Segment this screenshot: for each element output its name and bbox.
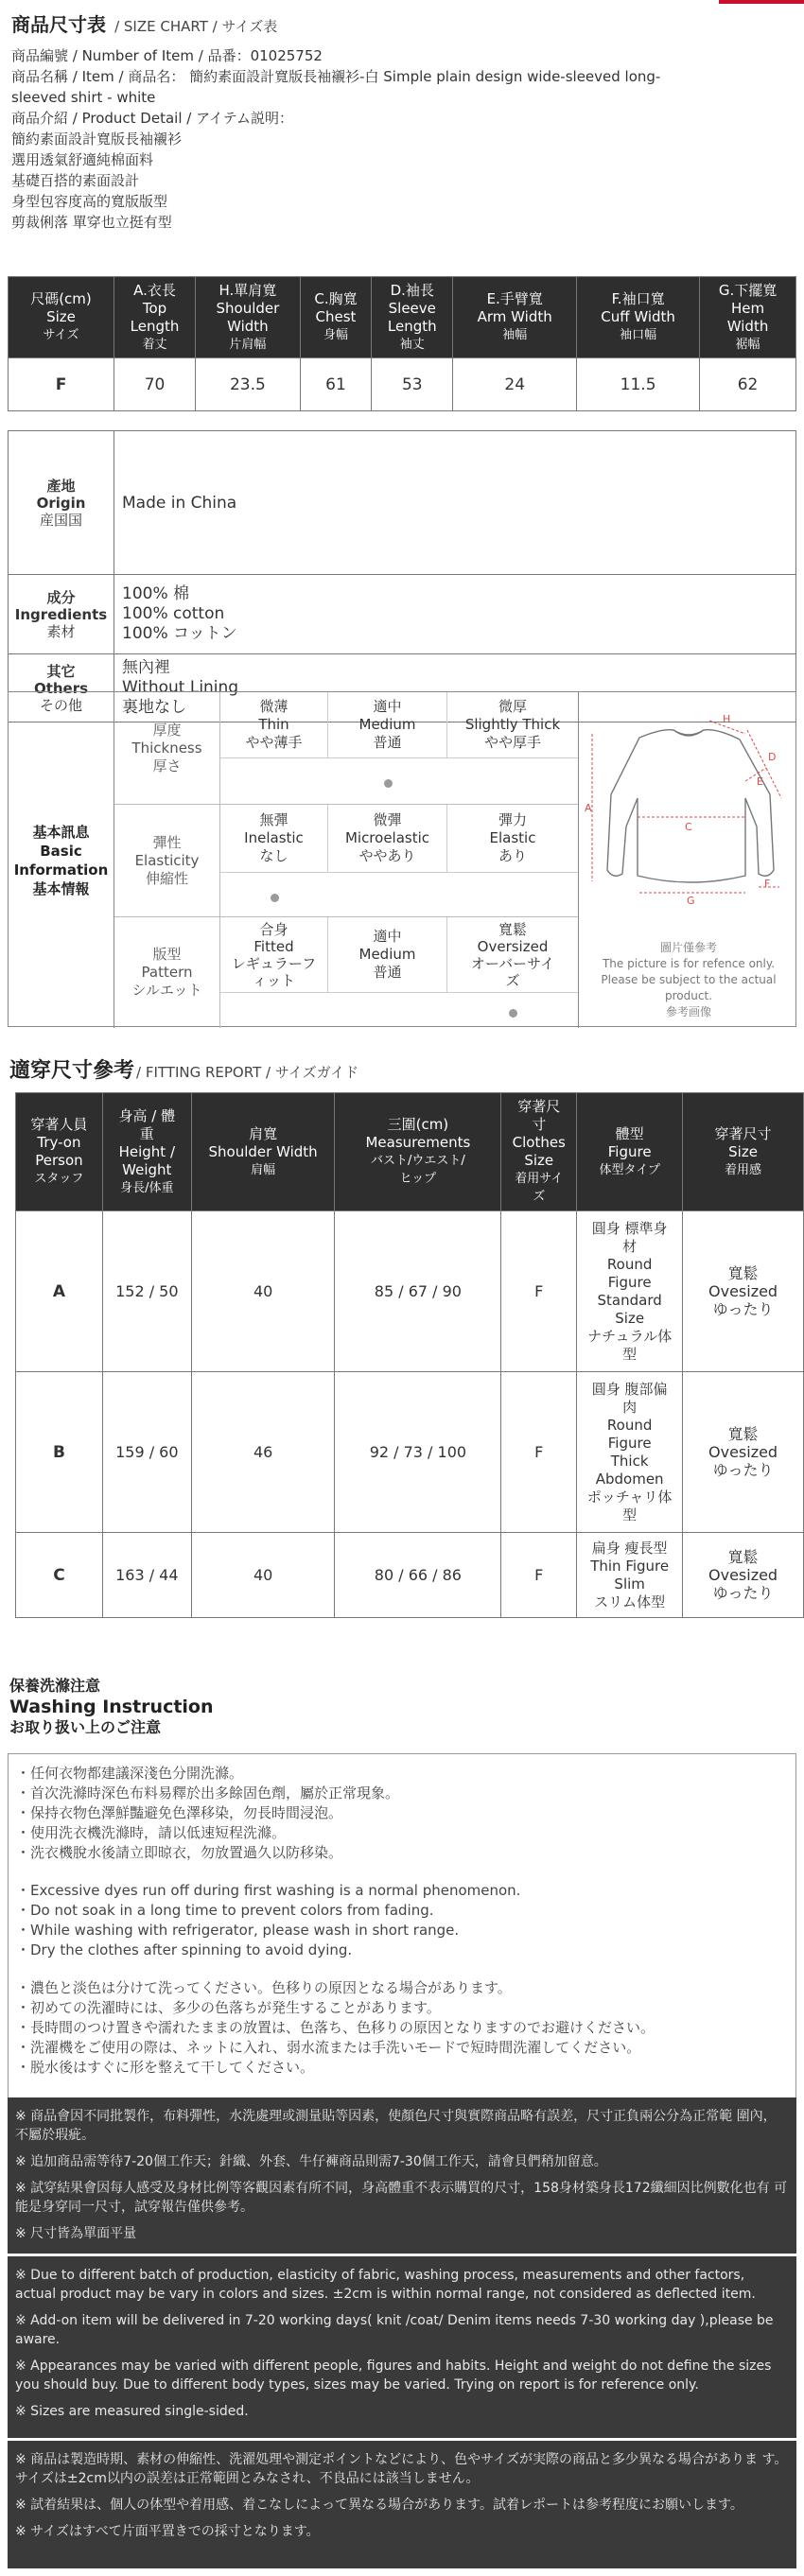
size-cell: F xyxy=(9,358,114,411)
washing-line: ・While washing with refrigerator, please wash in short range. xyxy=(16,1922,460,1939)
info-line: 商品編號 / Number of Item / 品番：01025752 xyxy=(11,47,323,64)
size-table-header xyxy=(9,277,796,358)
ingredients-row xyxy=(9,575,796,654)
figure-value: 圓身 腹部偏 肉 Round Figure Thick Abdomen ポッチャリ体 型 xyxy=(577,1372,683,1533)
info-line: sleeved shirt - white xyxy=(11,89,156,106)
header-person: 穿著人員 Try-on Person スタッフ xyxy=(16,1093,103,1211)
washing-line: ・洗衣機脫水後請立即晾衣，勿放置過久以防移染。 xyxy=(16,1844,343,1861)
label-c: C xyxy=(685,821,692,833)
garment-diagram xyxy=(578,692,797,1028)
info-line: 商品介紹 / Product Detail / アイテム説明： xyxy=(11,110,293,127)
basic-info-grid xyxy=(114,692,578,1028)
washing-title: 保養洗滌注意 Washing Instruction お取り扱い上のご注意 xyxy=(9,1677,214,1736)
elasticity-label: 彈性 Elasticity 伸縮性 xyxy=(114,805,220,916)
pattern-oversized: 寬鬆 Oversized オーバーサイ ズ xyxy=(447,917,578,993)
info-line: 簡約素面設計寬版長袖襯衫 xyxy=(11,131,183,148)
note-line: ※ 試着結果は、個人の体型や着用感、着こなしによって異なる場合があります。試着レポートは参考程度にお願いします。 xyxy=(15,2498,743,2513)
size-cell: 23.5 xyxy=(196,358,301,411)
washing-line: ・洗濯機をご使用の際は、ネットに入れ、弱水流または手洗いモードで短時間洗濯してください。 xyxy=(16,2039,641,2056)
clothes-size-value: F xyxy=(501,1533,577,1618)
table-row xyxy=(9,358,796,411)
note-line: ※ Sizes are measured single-sided. xyxy=(15,2404,249,2419)
origin-row xyxy=(9,431,796,575)
elasticity-inelastic: 無彈 Inelastic なし xyxy=(220,805,328,873)
header-top-length: A.衣長 Top Length 着丈 xyxy=(114,277,196,358)
note-line: ※ 尺寸皆為單面平量 xyxy=(15,2226,137,2241)
label-a: A xyxy=(585,802,592,814)
size-cell: 62 xyxy=(700,358,796,411)
header-height-weight: 身高 / 體 重 Height / Weight 身長/体重 xyxy=(102,1093,191,1211)
washing-line: ・Excessive dyes run off during first washing is a normal phenomenon. xyxy=(16,1882,521,1899)
fitting-table-header xyxy=(16,1093,804,1211)
info-line: 基礎百搭的素面設計 xyxy=(11,172,140,189)
height-weight: 152 / 50 xyxy=(102,1211,191,1372)
person-name: A xyxy=(16,1211,103,1372)
notes-zh xyxy=(8,2097,796,2254)
info-line: 剪裁俐落 單穿也立挺有型 xyxy=(11,214,172,231)
others-label: 其它 Others その他 xyxy=(9,654,114,722)
person-name: C xyxy=(16,1533,103,1618)
thickness-medium: 適中 Medium 普通 xyxy=(328,692,447,758)
figure-value: 圓身 標準身 材 Round Figure Standard Size ナチュラル体 型 xyxy=(577,1211,683,1372)
note-line: ※ Add-on item will be delivered in 7-20 working days( knit /coat/ Denim items needs 7-30 working day ),please be aware. xyxy=(15,2313,774,2347)
size-cell: 70 xyxy=(114,358,196,411)
washing-line: ・脱水後はすぐに形を整えて干してください。 xyxy=(16,2059,315,2076)
header-arm-width: E.手臂寬 Arm Width 袖幅 xyxy=(453,277,577,358)
thickness-label: 厚度 Thickness 厚さ xyxy=(114,692,220,804)
height-weight: 163 / 44 xyxy=(102,1533,191,1618)
header-cuff-width: F.袖口寬 Cuff Width 袖口幅 xyxy=(577,277,700,358)
info-line: 選用透氣舒適純棉面料 xyxy=(11,151,154,168)
product-info-section xyxy=(0,0,804,255)
elasticity-elastic: 彈力 Elastic あり xyxy=(447,805,578,873)
clothes-size-value: F xyxy=(501,1372,577,1533)
washing-box xyxy=(8,1753,796,2139)
header-shoulder: 肩寬 Shoulder Width 肩幅 xyxy=(191,1093,335,1211)
basic-info-section xyxy=(0,691,804,1027)
header-hem-width: G.下擺寬 Hem Width 裾幅 xyxy=(700,277,796,358)
header-figure: 體型 Figure 体型タイプ xyxy=(577,1093,683,1211)
ingredients-label: 成分 Ingredients 素材 xyxy=(9,575,114,654)
header-fit-feel: 穿著尺寸 Size 着用感 xyxy=(683,1093,804,1211)
origin-value: Made in China xyxy=(114,431,796,575)
thickness-selected-dot xyxy=(384,779,393,788)
note-line: ※ サイズはすべて片面平置きでの採寸となります。 xyxy=(15,2524,320,2539)
table-row xyxy=(16,1211,804,1372)
diagram-note: 圖片僅參考 The picture is for refence only. Please be subject to the actual product. 參考画像 xyxy=(601,941,777,1018)
measurements-value: 80 / 66 / 86 xyxy=(335,1533,501,1618)
size-cell: 11.5 xyxy=(577,358,700,411)
table-row xyxy=(16,1533,804,1618)
header-clothes-size: 穿著尺 寸 Clothes Size 着用サイ ズ xyxy=(501,1093,577,1211)
note-line: ※ Appearances may be varied with different people, figures and habits. Height and weight do not define the sizes you should buy. Due to different body types, sizes may be varied. Trying on report is for reference only. xyxy=(15,2358,772,2393)
washing-line: ・Dry the clothes after spinning to avoid dying. xyxy=(16,1941,353,1958)
origin-table xyxy=(8,430,796,722)
label-d: D xyxy=(768,751,777,763)
note-line: ※ 商品會因不同批製作，布料彈性，水洗處理或測量貼等因素，使顏色尺寸與實際商品略有誤差，尺寸正負兩公分為正常範 圍內，不屬於瑕疵。 xyxy=(15,2109,777,2143)
shoulder-value: 46 xyxy=(191,1372,335,1533)
notes-en xyxy=(8,2256,796,2438)
washing-line: ・Do not soak in a long time to prevent colors from fading. xyxy=(16,1902,434,1919)
ingredients-value: 100% 棉 100% cotton 100% コットン xyxy=(114,575,796,654)
info-line: 商品名稱 / Item / 商品名： 簡約素面設計寬版長袖襯衫-白 Simple plain design wide-sleeved long- xyxy=(11,68,661,85)
thickness-row xyxy=(114,692,578,805)
clothes-size-value: F xyxy=(501,1211,577,1372)
note-line: ※ Due to different batch of production, elasticity of fabric, washing process, measurements and other factors, actual product may be vary in colors and sizes. ±2cm is within normal range, not considered as deflected item. xyxy=(15,2268,756,2302)
size-cell: 53 xyxy=(372,358,453,411)
person-name: B xyxy=(16,1372,103,1533)
washing-line: ・使用洗衣機洗滌時，請以低速短程洗滌。 xyxy=(16,1824,287,1841)
header-shoulder-width: H.單肩寬 Shoulder Width 片肩幅 xyxy=(196,277,301,358)
elasticity-micro: 微彈 Microelastic ややあり xyxy=(328,805,447,873)
pattern-fitted: 合身 Fitted レギュラーフ ィット xyxy=(220,917,328,993)
header-sleeve-length: D.袖長 Sleeve Length 袖丈 xyxy=(372,277,453,358)
size-table xyxy=(8,276,796,411)
pattern-row xyxy=(114,917,578,1028)
shoulder-value: 40 xyxy=(191,1211,335,1372)
label-h: H xyxy=(723,713,731,725)
note-line: ※ 追加商品需等待7-20個工作天；針織、外套、牛仔褲商品則需7-30個工作天，請會貝們稍加留意。 xyxy=(15,2154,607,2169)
size-cell: 24 xyxy=(453,358,577,411)
washing-line: ・任何衣物都建議深淺色分開洗滌。 xyxy=(16,1765,244,1782)
label-f: F xyxy=(764,878,771,890)
basic-info-label: 基本訊息 Basic Information 基本情報 xyxy=(9,692,114,1028)
height-weight: 159 / 60 xyxy=(102,1372,191,1533)
fit-feel-value: 寬鬆 Ovesized ゆったり xyxy=(683,1372,804,1533)
washing-line: ・首次洗滌時深色布料易釋於出多餘固色劑，屬於正常現象。 xyxy=(16,1784,400,1801)
pattern-label: 版型 Pattern シルエット xyxy=(114,917,220,1028)
header-chest: C.胸寬 Chest 身幅 xyxy=(300,277,371,358)
fitting-table xyxy=(15,1092,804,1618)
size-chart-title: 商品尺寸表 xyxy=(11,13,106,36)
measurements-value: 92 / 73 / 100 xyxy=(335,1372,501,1533)
note-line: ※ 試穿結果會因每人感受及身材比例等客觀因素有所不同，身高體重不表示購買的尺寸，158身材築身長172纖細因比例數化也有 可能是身穿同一尺寸，試穿報告僅供參考。 xyxy=(15,2181,788,2215)
size-table-section xyxy=(0,276,804,722)
label-g: G xyxy=(687,895,695,907)
note-line: ※ 商品は製造時期、素材の伸縮性、洗濯処理や測定ポイントなどにより、色やサイズが実際の商品と多少異なる場合がありま す。サイズは±2cm以内の誤差は正常範囲とみなされ、不良品には該当しません。 xyxy=(15,2452,788,2486)
elasticity-selected-dot xyxy=(271,894,279,902)
basic-info-box xyxy=(8,691,796,1027)
size-cell: 61 xyxy=(300,358,371,411)
table-row xyxy=(16,1372,804,1533)
thickness-thin: 微薄 Thin やや薄手 xyxy=(220,692,328,758)
label-e: E xyxy=(757,775,763,788)
figure-value: 扁身 瘦長型 Thin Figure Slim スリム体型 xyxy=(577,1533,683,1618)
pattern-medium: 適中 Medium 普通 xyxy=(328,917,447,993)
notes-ja xyxy=(8,2441,796,2568)
pattern-selected-dot xyxy=(509,1009,517,1018)
others-value: 無內裡 Without Lining 裏地なし xyxy=(114,654,796,722)
thickness-thick: 微厚 Slightly Thick やや厚手 xyxy=(447,692,578,758)
info-line: 身型包容度高的寬版版型 xyxy=(11,193,168,210)
header-measurements: 三圍(cm) Measurements バスト/ウエスト/ ヒップ xyxy=(335,1093,501,1211)
washing-line: ・長時間のつけ置きや濡れたままの放置は、色落ち、色移りの原因となりますのでお避けください。 xyxy=(16,2019,655,2036)
washing-line: ・保持衣物色澤鮮豔避免色澤移染，勿長時間浸泡。 xyxy=(16,1804,343,1821)
fit-feel-value: 寬鬆 Ovesized ゆったり xyxy=(683,1211,804,1372)
corner-mark xyxy=(719,0,804,4)
shoulder-value: 40 xyxy=(191,1533,335,1618)
elasticity-row xyxy=(114,805,578,917)
fitting-title: 適穿尺寸參考 / FITTING REPORT / サイズガイド xyxy=(9,1059,359,1083)
fit-feel-value: 寬鬆 Ovesized ゆったり xyxy=(683,1533,804,1618)
origin-label: 產地 Origin 産国国 xyxy=(9,431,114,575)
measurements-value: 85 / 67 / 90 xyxy=(335,1211,501,1372)
size-chart-subtitle: / SIZE CHART / サイズ表 xyxy=(114,18,278,35)
washing-line: ・初めての洗濯時には、多少の色落ちが発生することがあります。 xyxy=(16,1999,441,2016)
header-size: 尺碼(cm) Size サイズ xyxy=(9,277,114,358)
washing-line: ・濃色と淡色は分けて洗ってください。色移りの原因となる場合があります。 xyxy=(16,1979,512,1996)
